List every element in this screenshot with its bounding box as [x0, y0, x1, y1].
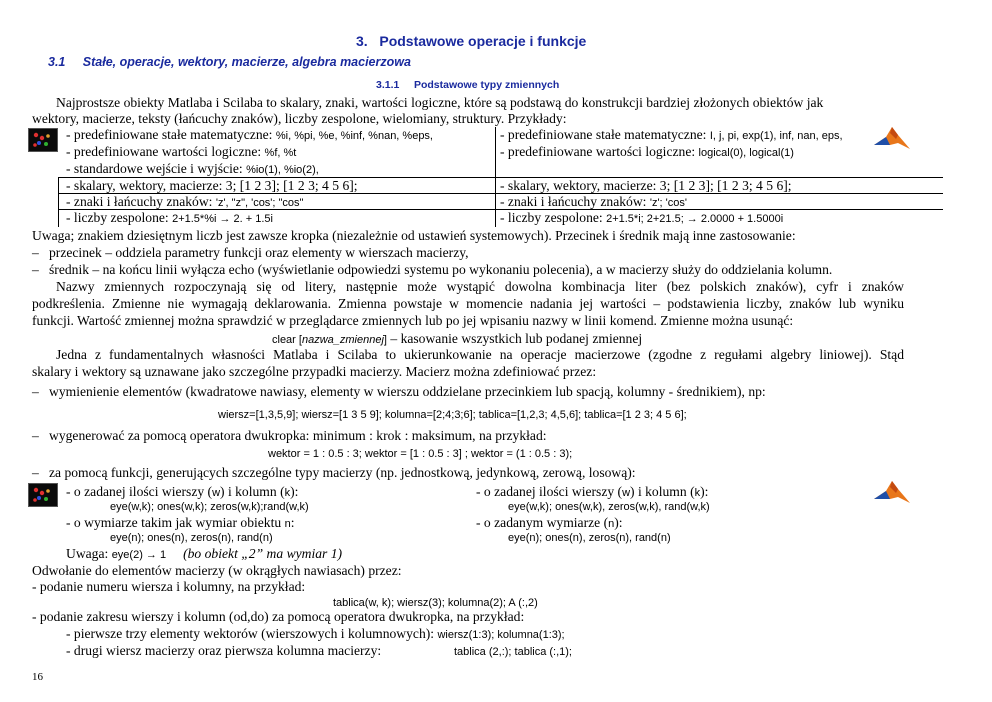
section-number: 3.1: [48, 55, 66, 69]
list-item-colon-code: wektor = 1 : 0.5 : 3; wektor = [1 : 0.5 : 3] ; wektor = (1 : 0.5 : 3);: [268, 448, 573, 460]
func-eye-note: Uwaga: eye(2) → 1 (bo obiekt „2” ma wymiar 1): [66, 546, 343, 561]
matlab-logo-icon: [872, 123, 912, 153]
section-heading: [48, 55, 411, 69]
table-row-complex-matlab: - liczby zespolone: 2+1.5*i; 2+21.5; → 2.0000 + 1.5000i: [500, 210, 784, 225]
func-left-dims-code: eye(w,k); ones(w,k); zeros(w,k);rand(w,k): [110, 501, 309, 513]
table-row-complex-scilab: - liczby zespolone: 2+1.5*%i → 2. + 1.5i: [66, 210, 273, 225]
scilab-logo-icon: [28, 128, 58, 152]
list-item-colon: – wygenerować za pomocą operatora dwukropka: minimum : krok : maksimum, na przykład:: [32, 428, 547, 443]
table-row-io-scilab: - standardowe wejście i wyjście: %io(1), %io(2),: [66, 161, 319, 176]
fund-para-line-2: skalary i wektory są uznawane jako szczególne przypadki macierzy. Macierz można zdefiniować przez:: [32, 364, 597, 379]
names-para-line-3: funkcji. Wartość zmiennej można sprawdzić w przeglądarce zmiennych lub po jej wpisaniu nazwy w linii komend. Zmienne można usunąć:: [32, 313, 794, 328]
table-column-divider: [495, 127, 496, 227]
clear-command: clear [nazwa_zmiennej] – kasowanie wszystkich lub podanej zmiennej: [272, 331, 643, 346]
table-row-logical-matlab: - predefiniowane wartości logiczne: logical(0), logical(1): [500, 144, 794, 159]
matlab-logo-icon: [872, 477, 912, 507]
intro-line-1: Najprostsze obiekty Matlaba i Scilaba to skalary, znaki, wartości logiczne, które są podstawą do konstrukcji bardziej złożonych obiektów jak: [56, 95, 824, 110]
table-row-matrices-matlab: - skalary, wektory, macierze: 3; [1 2 3]; [1 2 3; 4 5 6];: [500, 178, 792, 193]
table-row-matrices-scilab: - skalary, wektory, macierze: 3; [1 2 3]; [1 2 3; 4 5 6];: [66, 178, 358, 193]
func-right-size-code: eye(n); ones(n), zeros(n), rand(n): [508, 532, 671, 544]
subsection-heading: [376, 79, 559, 91]
func-left-size-label: - o wymiarze takim jak wymiar obiektu n:: [66, 515, 295, 530]
access-range-label: - podanie zakresu wierszy i kolumn (od,do) za pomocą operatora dwukropka, na przykład:: [32, 609, 525, 624]
chapter-title: Podstawowe operacje i funkcje: [379, 33, 587, 49]
page-number: 16: [32, 671, 43, 683]
table-row-constants-scilab: - predefiniowane stałe matematyczne: %i, %pi, %e, %inf, %nan, %eps,: [66, 127, 433, 142]
list-item-enumerate: – wymienienie elementów (kwadratowe nawiasy, elementy w wierszu oddzielane przecinkiem lub spacją, kolumny - średnikiem), np:: [32, 384, 766, 399]
chapter-number: 3.: [356, 33, 368, 49]
access-first-three: - pierwsze trzy elementy wektorów (wierszowych i kolumnowych): wiersz(1:3); kolumna(1:3);: [66, 626, 565, 641]
table-row-logical-scilab: - predefiniowane wartości logiczne: %f, %t: [66, 144, 297, 159]
access-second-row-code: tablica (2,:); tablica (:,1);: [454, 646, 572, 658]
section-title: Stałe, operacje, wektory, macierze, algebra macierzowa: [82, 55, 411, 69]
names-para-line-2: podkreślenia. Zmienne nie wymagają deklarowania. Zmienna powstaje w momencie nadania jej wartości – podstawienia liczby, znaków lub wyniku: [32, 296, 904, 311]
table-row-strings-matlab: - znaki i łańcuchy znaków: 'z'; 'cos': [500, 194, 687, 209]
access-index-label: - podanie numeru wiersza i kolumny, na przykład:: [32, 579, 306, 594]
intro-line-2: wektory, macierze, teksty (łańcuchy znaków), liczby zespolone, wielomiany, struktury. Przykłady:: [32, 111, 567, 126]
scilab-logo-icon: [28, 483, 58, 507]
func-right-size-label: - o zadanym wymiarze (n):: [476, 515, 623, 530]
access-second-row: - drugi wiersz macierzy oraz pierwsza kolumna macierzy:: [66, 643, 382, 658]
access-intro: Odwołanie do elementów macierzy (w okrągłych nawiasach) przez:: [32, 563, 402, 578]
func-left-size-code: eye(n); ones(n), zeros(n), rand(n): [110, 532, 273, 544]
list-item-functions: – za pomocą funkcji, generujących szczególne typy macierzy (np. jednostkową, jedynkową, zerową, losową):: [32, 465, 636, 480]
decimal-note: Uwaga; znakiem dziesiętnym liczb jest zawsze kropka (niezależnie od ustawień systemowych). Przecinek i średnik mają inne zastosowanie:: [32, 228, 796, 243]
func-left-dims-label: - o zadanej ilości wierszy (w) i kolumn (k):: [66, 484, 299, 499]
subsection-title: Podstawowe typy zmiennych: [413, 79, 560, 91]
func-right-dims-label: - o zadanej ilości wierszy (w) i kolumn (k):: [476, 484, 709, 499]
chapter-heading: [356, 33, 586, 49]
access-index-code: tablica(w, k); wiersz(3); kolumna(2); A (:,2): [333, 597, 538, 609]
table-row-constants-matlab: - predefiniowane stałe matematyczne: I, j, pi, exp(1), inf, nan, eps,: [500, 127, 843, 142]
fund-para-line-1: Jedna z fundamentalnych własności Matlaba i Scilaba to ukierunkowanie na operacje macierzowe (zgodne z regułami algebry liniowej). Stąd: [56, 347, 904, 362]
list-item-enumerate-code: wiersz=[1,3,5,9]; wiersz=[1 3 5 9]; kolumna=[2;4;3;6]; tablica=[1,2,3; 4,5,6]; tablica=[1 2 3; 4 5 6];: [218, 409, 687, 421]
table-left-border: [58, 177, 59, 227]
bullet-semicolon: – średnik – na końcu linii wyłącza echo (wyświetlanie odpowiedzi systemu po wykonaniu polecenia), a w macierzy służy do oddzielania kolumn.: [32, 262, 833, 277]
names-para-line-1: Nazwy zmiennych rozpoczynają się od litery, następnie może wystąpić dowolna kombinacja liter (bez polskich znaków), cyfr i znaków: [56, 279, 904, 294]
table-row-strings-scilab: - znaki i łańcuchy znaków: 'z', "z", 'cos'; "cos": [66, 194, 304, 209]
func-right-dims-code: eye(w,k); ones(w,k), zeros(w,k), rand(w,k): [508, 501, 710, 513]
subsection-number: 3.1.1: [376, 79, 400, 91]
bullet-comma: – przecinek – oddziela parametry funkcji oraz elementy w wierszach macierzy,: [32, 245, 469, 260]
